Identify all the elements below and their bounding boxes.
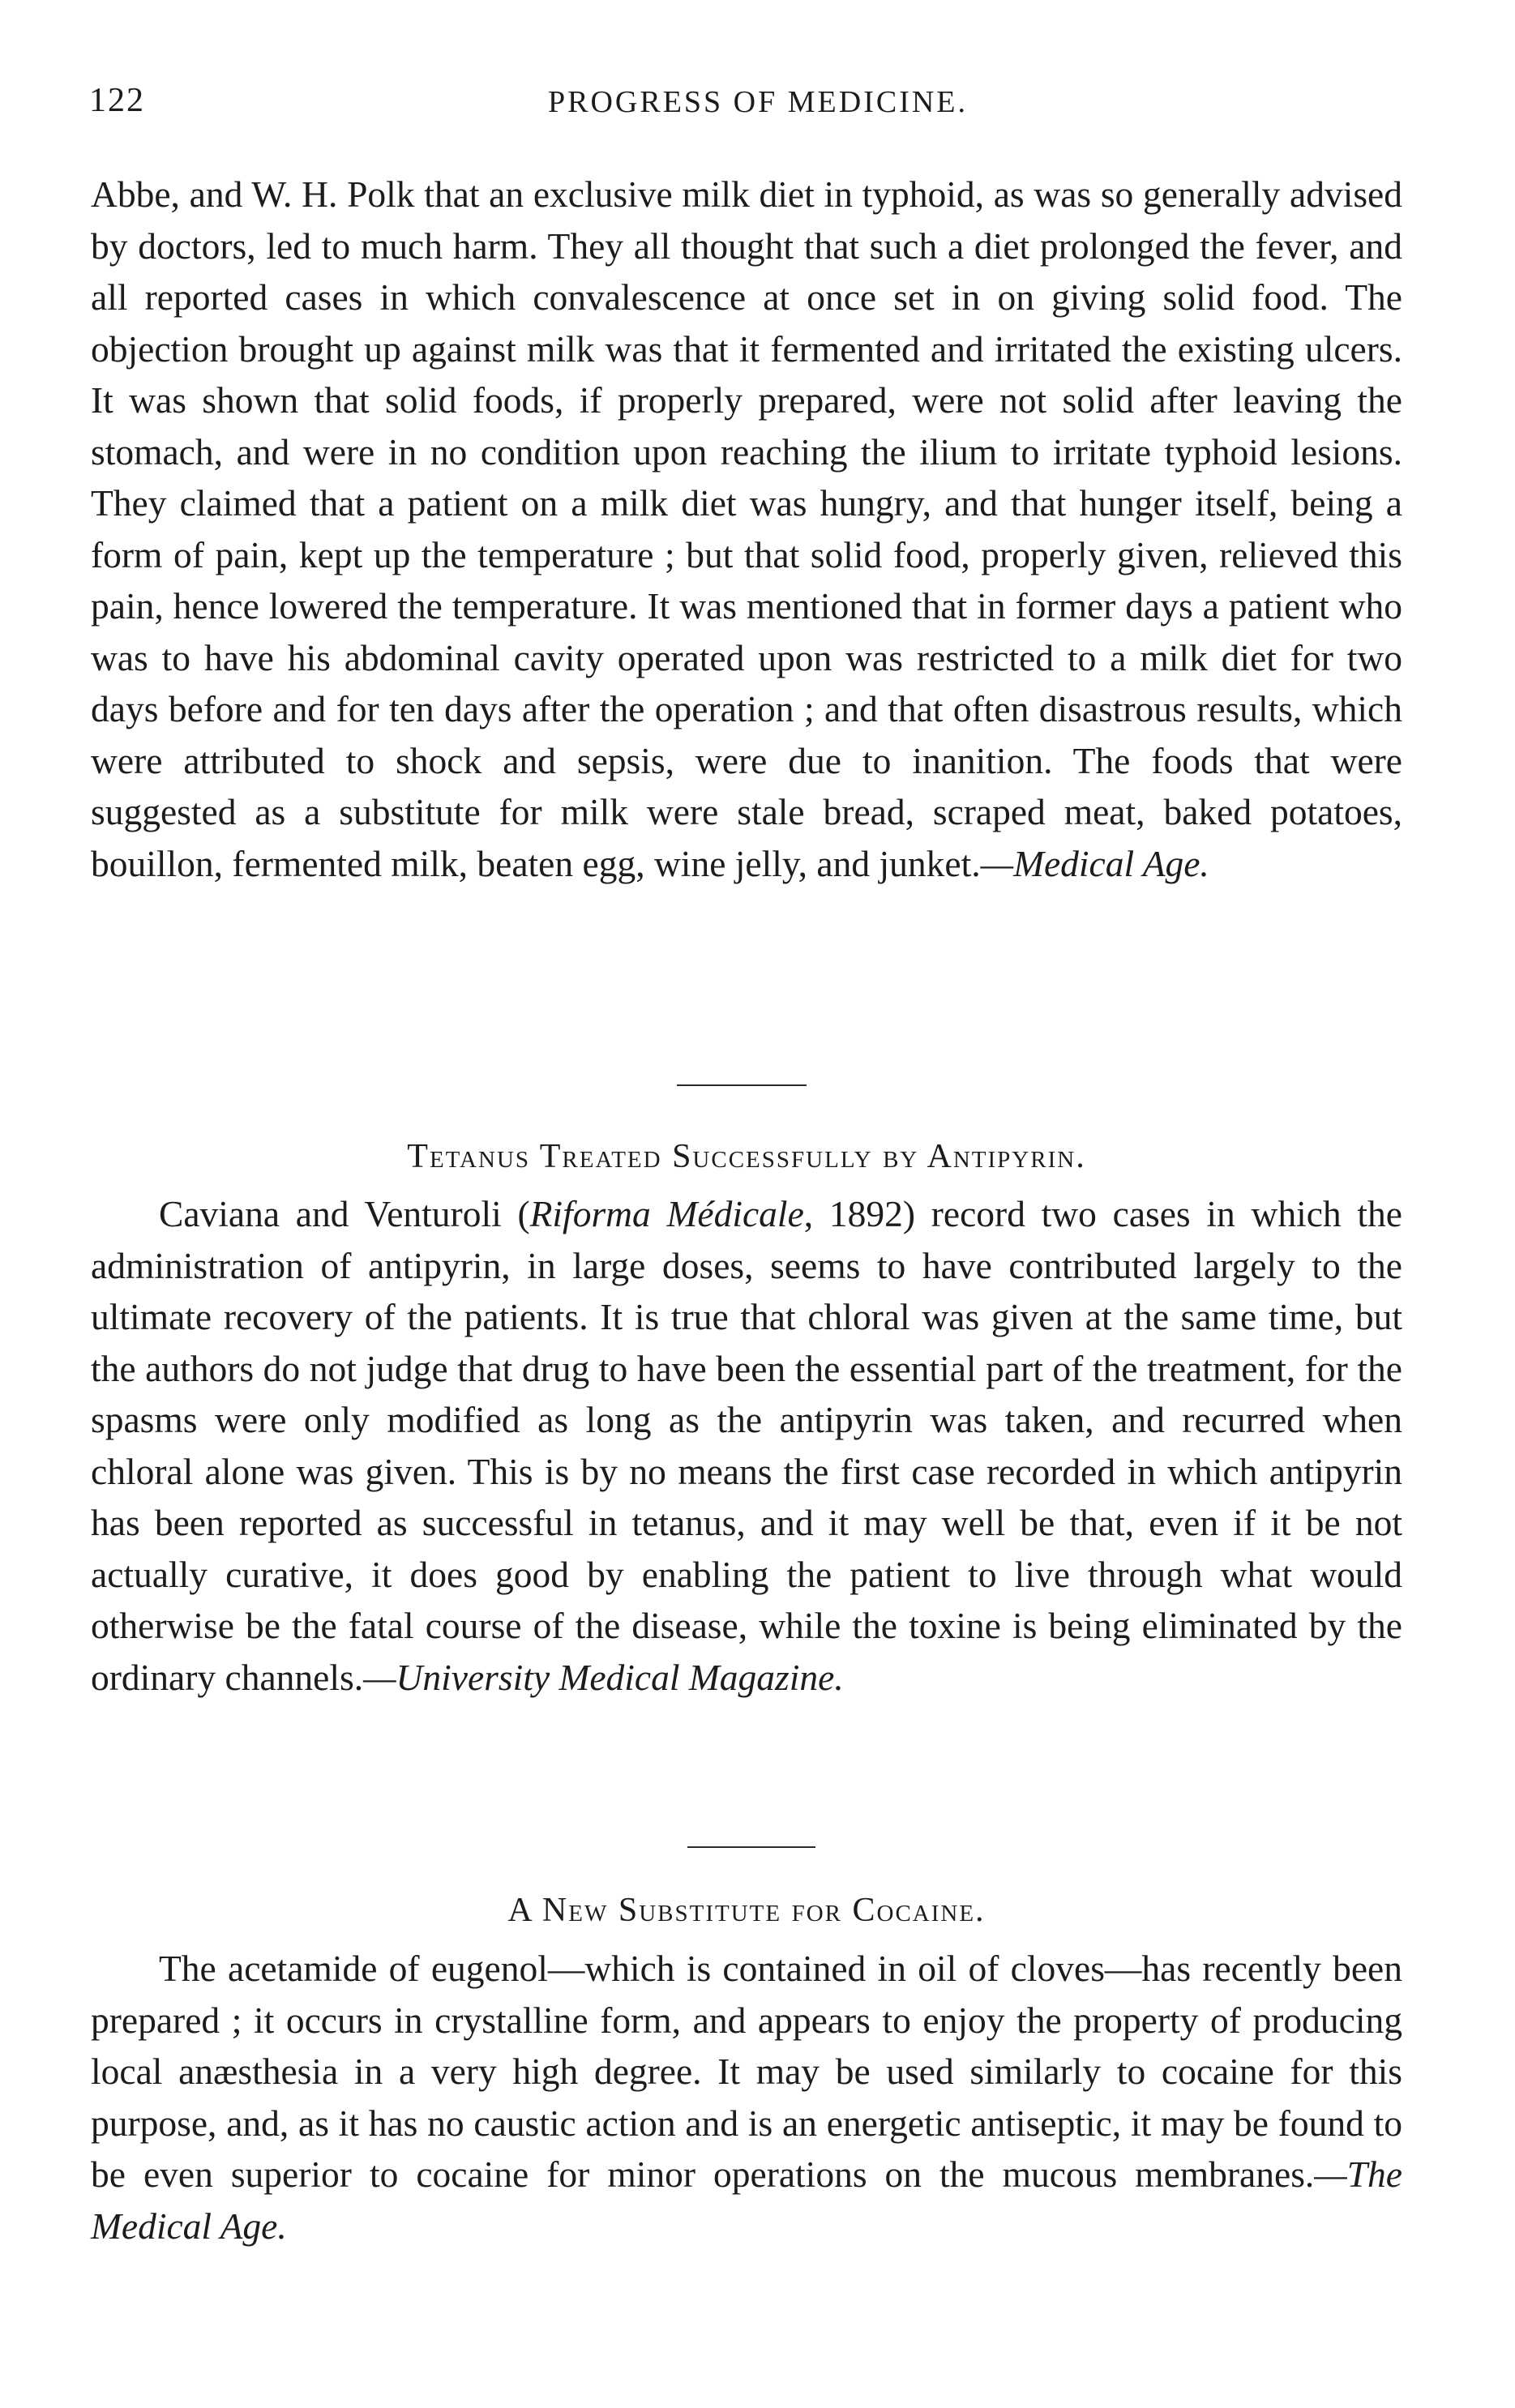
article-tetanus-paragraph	[91, 1188, 1402, 1703]
page-number: 122	[89, 82, 145, 119]
article-tetanus-body-start: Caviana and Venturoli (	[159, 1193, 530, 1234]
article-milk-diet-source: —Medical Age.	[980, 842, 1209, 884]
article-milk-diet-body: Abbe, and W. H. Polk that an exclusive milk diet in typhoid, as was so generally advised by doctors, led to much harm. They all thought that such a diet prolonged the fever, and all reported cases in which convalescence at once set in on giving solid food. The objection brought up against milk was that it fermented and irritated the existing ulcers. It was shown that solid foods, if properly prepared, were not solid after leaving the stomach, and were in no condition upon reaching the ilium to irritate typhoid lesions. They claimed that a patient on a milk diet was hungry, and that hunger itself, being a form of pain, kept up the temperature ; but that solid food, properly given, relieved this pain, hence lowered the temperature. It was mentioned that in former days a patient who was to have his abdominal cavity operated upon was restricted to a milk diet for two days before and for ten days after the operation ; and that often disastrous results, which were attributed to shock and sepsis, were due to inanition. The foods that were suggested as a substitute for milk were stale bread, scraped meat, baked potatoes, bouillon, fermented milk, beaten egg, wine jelly, and junket.	[91, 173, 1402, 884]
article-tetanus	[91, 1188, 1402, 1703]
article-tetanus-body: , 1892) record two cases in which the administration of antipyrin, in large doses, seems to have contributed largely to the ultimate recovery of the patients. It is true that chloral was given at the same time, but the authors do not judge that drug to have been the essential part of the treatment, for the spasms were only modified as long as the antipyrin was taken, and recurred when chloral alone was given. This is by no means the first case recorded in which antipyrin has been reported as successful in tetanus, and it may well be that, even if it be not actually curative, it does good by enabling the patient to live through what would otherwise be the fatal course of the disease, while the toxine is being eliminated by the ordinary channels.	[91, 1193, 1402, 1698]
section-divider	[687, 1846, 815, 1848]
article-cocaine-paragraph	[91, 1943, 1402, 2252]
article-tetanus-source: —University Medical Magazine.	[363, 1656, 844, 1698]
article-tetanus-citation: Riforma Médicale	[529, 1193, 804, 1234]
article-cocaine-heading: A New Substitute for Cocaine.	[507, 1892, 986, 1929]
article-cocaine	[91, 1943, 1402, 2252]
article-tetanus-heading: Tetanus Treated Successfully by Antipyrin.	[407, 1138, 1086, 1175]
article-milk-diet-paragraph	[91, 169, 1402, 889]
article-milk-diet	[91, 169, 1402, 889]
article-cocaine-source: —The Medical Age.	[91, 2154, 1402, 2247]
article-cocaine-body: The acetamide of eugenol—which is contained in oil of cloves—has recently been prepared ; it occurs in crystalline form, and appears to enjoy the property of producing local anæsthesia in a very high degree. It may be used similarly to cocaine for this purpose, and, as it has no caustic action and is an energetic antiseptic, it may be found to be even superior to cocaine for minor operations on the mucous membranes.	[91, 1948, 1402, 2195]
running-head	[89, 81, 1427, 130]
running-title: PROGRESS OF MEDICINE.	[547, 85, 969, 119]
section-divider	[677, 1084, 807, 1086]
